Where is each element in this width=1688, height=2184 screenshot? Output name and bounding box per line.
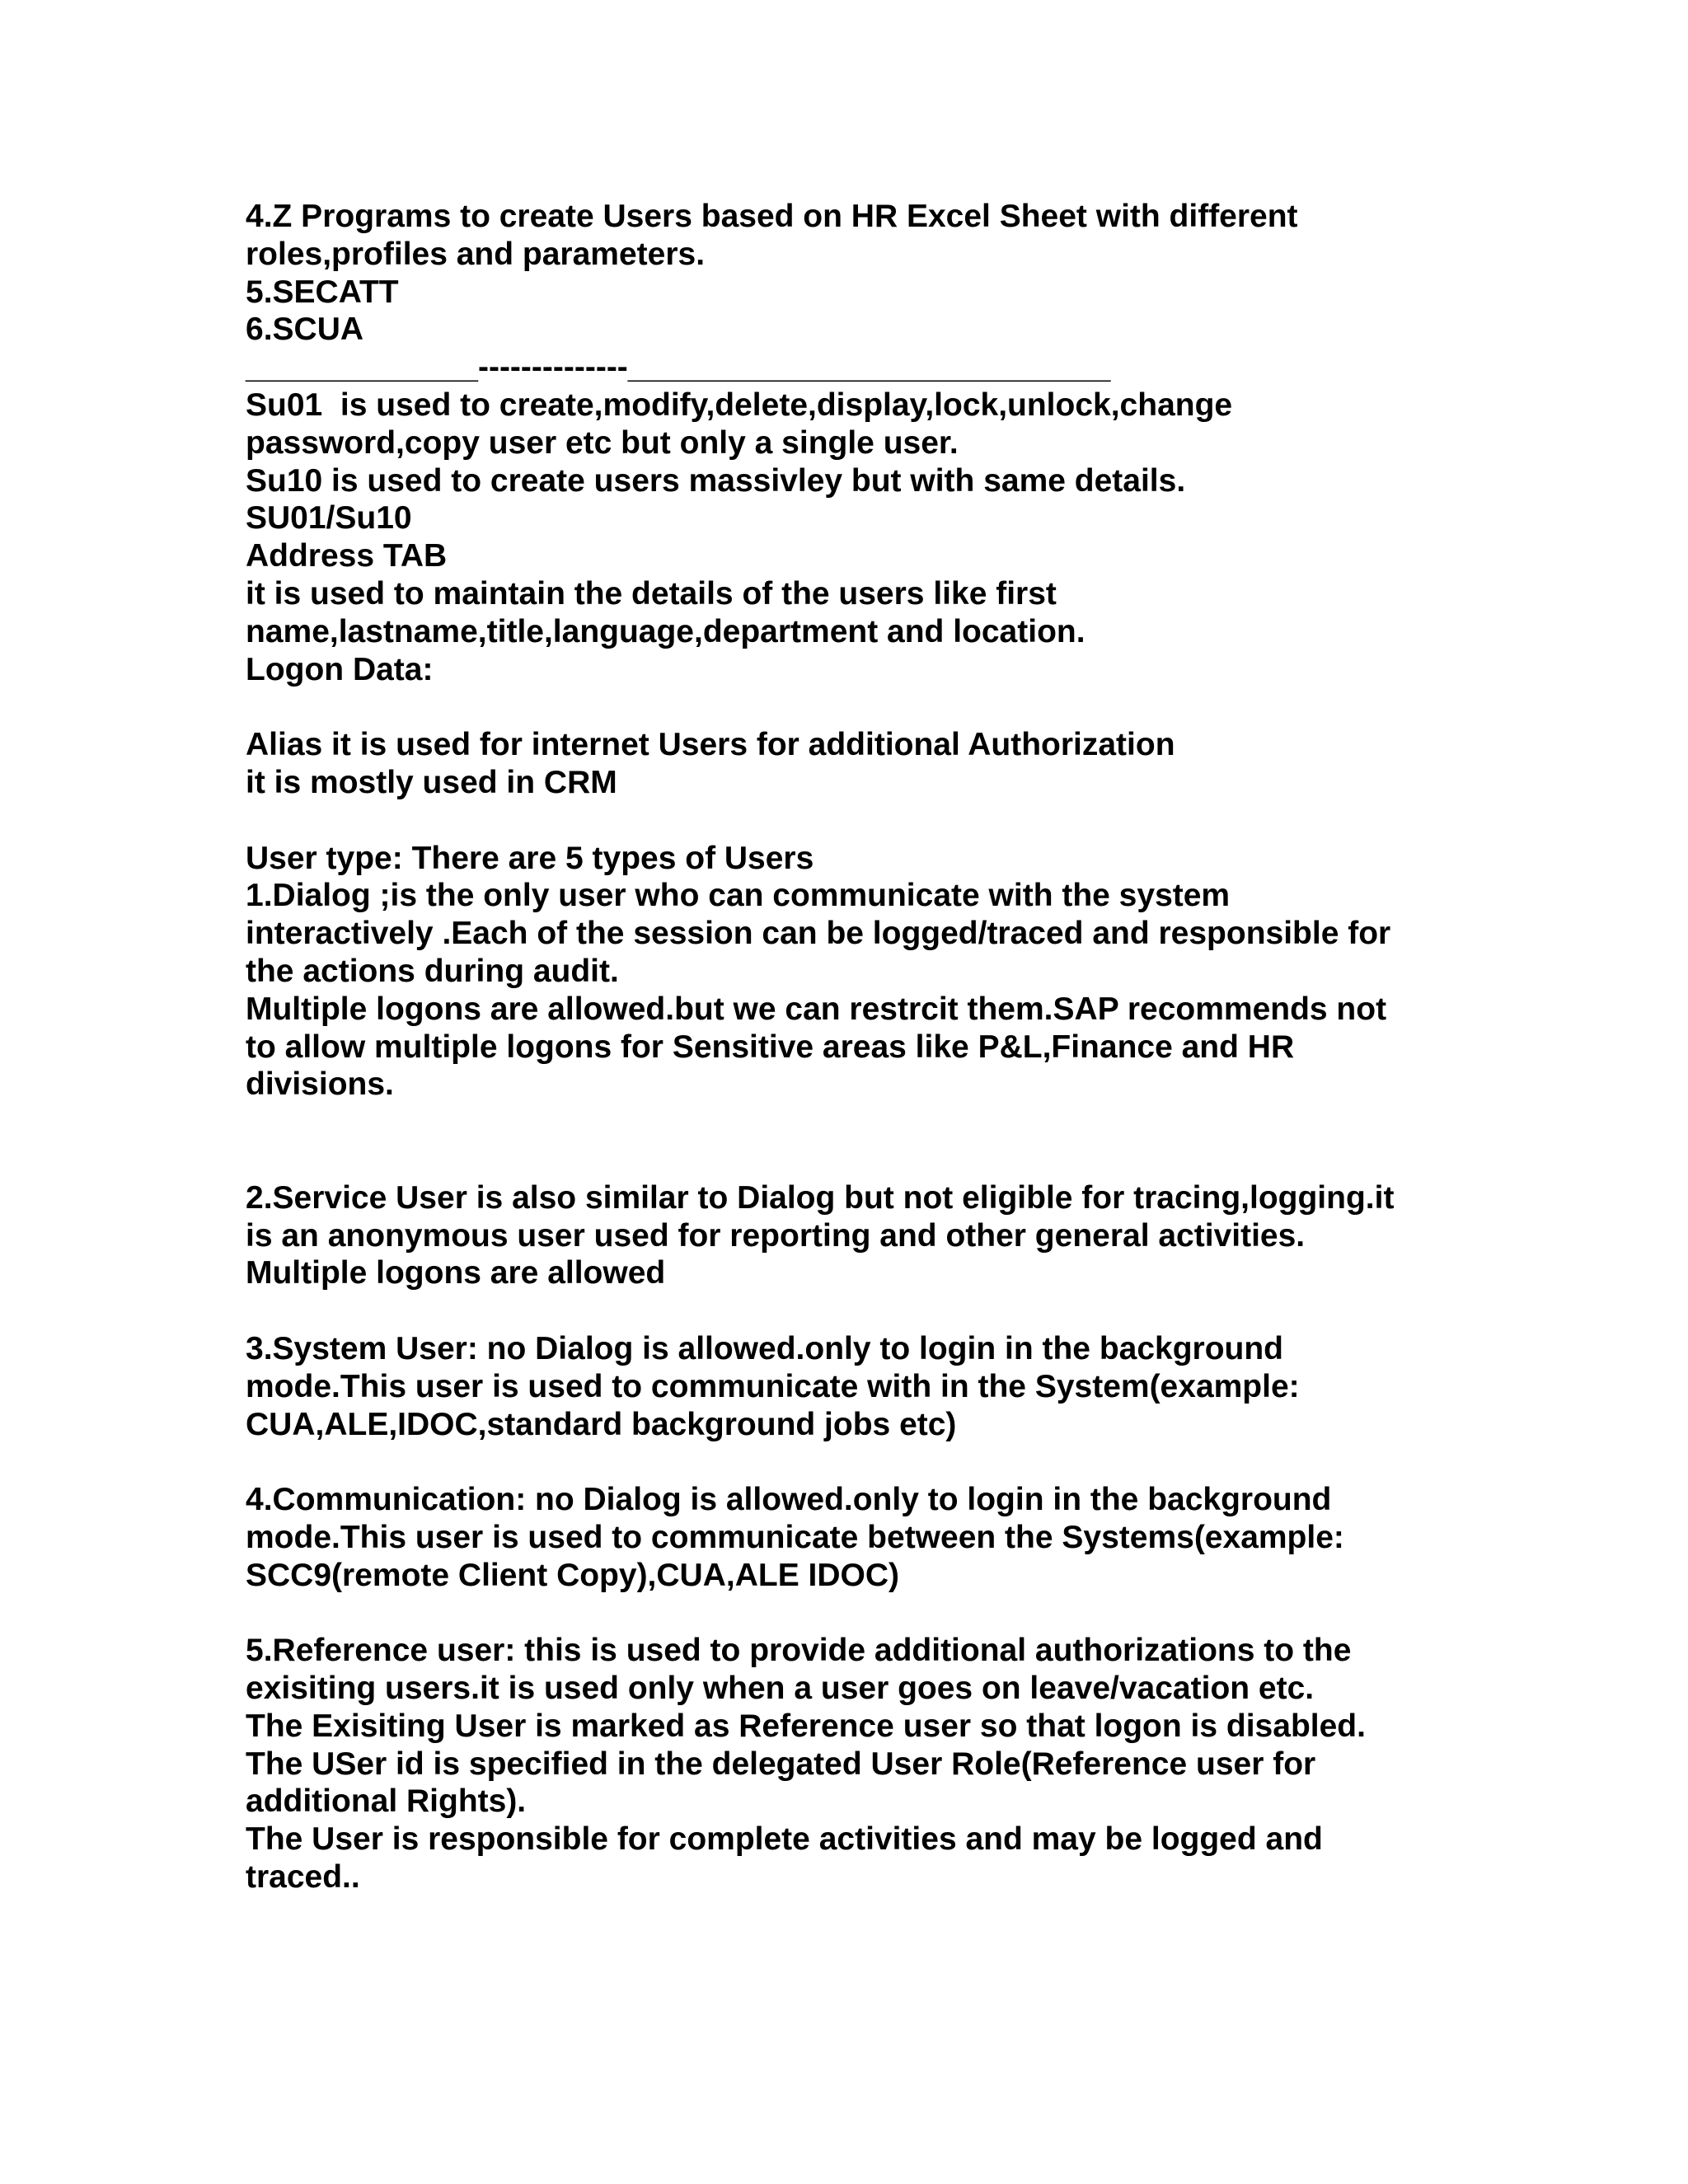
text-line: exisiting users.it is used only when a user goes on leave/vacation etc. (246, 1671, 1315, 1707)
text-line: the actions during audit. (246, 953, 619, 989)
text-line: Su10 is used to create users massivley but with same details. (246, 462, 1186, 499)
blank-line (246, 1594, 1449, 1632)
separator-line: _____________--------------___________________________ (246, 349, 1111, 386)
text-line: mode.This user is used to communicate with in the System(example: (246, 1368, 1300, 1404)
text-line: 2.Service User is also similar to Dialog but not eligible for tracing,logging.it (246, 1179, 1395, 1216)
text-line: Multiple logons are allowed.but we can restrcit them.SAP recommends not (246, 991, 1387, 1027)
text-line: 4.Communication: no Dialog is allowed.only to login in the background (246, 1482, 1332, 1518)
text-line: 6.SCUA (246, 312, 364, 348)
text-line: to allow multiple logons for Sensitive areas like P&L,Finance and HR (246, 1029, 1295, 1065)
text-line: The USer id is specified in the delegated User Role(Reference user for (246, 1746, 1316, 1782)
text-line: mode.This user is used to communicate between the Systems(example: (246, 1519, 1344, 1555)
text-line: password,copy user etc but only a single user. (246, 424, 959, 461)
document-body (246, 198, 1449, 1896)
text-line: traced.. (246, 1859, 360, 1896)
text-line: Address TAB (246, 538, 448, 574)
blank-line (246, 1104, 1449, 1179)
text-line: 4.Z Programs to create Users based on HR Excel Sheet with different (246, 199, 1298, 234)
blank-line (246, 1443, 1449, 1481)
blank-line (246, 688, 1449, 726)
text-line: 5.Reference user: this is used to provide additional authorizations to the (246, 1633, 1352, 1669)
text-line: 1.Dialog ;is the only user who can communicate with the system (246, 878, 1231, 914)
text-line: name,lastname,title,language,department and location. (246, 613, 1085, 649)
blank-line (246, 802, 1449, 840)
text-line: 3.System User: no Dialog is allowed.only to login in the background (246, 1330, 1284, 1366)
text-line: it is mostly used in CRM (246, 764, 617, 800)
text-line: divisions. (246, 1066, 394, 1103)
text-line: The User is responsible for complete activities and may be logged and (246, 1821, 1323, 1858)
text-line: Multiple logons are allowed (246, 1255, 666, 1291)
text-line: 5.SECATT (246, 274, 399, 310)
text-line: SU01/Su10 (246, 500, 412, 537)
text-line: roles,profiles and parameters. (246, 236, 706, 272)
text-line: SCC9(remote Client Copy),CUA,ALE IDOC) (246, 1557, 900, 1593)
text-line: is an anonymous user used for reporting and other general activities. (246, 1217, 1306, 1254)
text-line: Alias it is used for internet Users for additional Authorization (246, 727, 1175, 763)
text-line: User type: There are 5 types of Users (246, 840, 814, 876)
text-line: it is used to maintain the details of the users like first (246, 575, 1057, 612)
text-line: interactively .Each of the session can be logged/traced and responsible for (246, 916, 1391, 952)
text-line: additional Rights). (246, 1783, 527, 1820)
text-line: Logon Data: (246, 651, 434, 687)
text-line: Su01 is used to create,modify,delete,display,lock,unlock,change (246, 387, 1233, 423)
text-line: The Exisiting User is marked as Reference user so that logon is disabled. (246, 1708, 1366, 1744)
text-line: CUA,ALE,IDOC,standard background jobs etc) (246, 1406, 957, 1442)
blank-line (246, 1292, 1449, 1330)
